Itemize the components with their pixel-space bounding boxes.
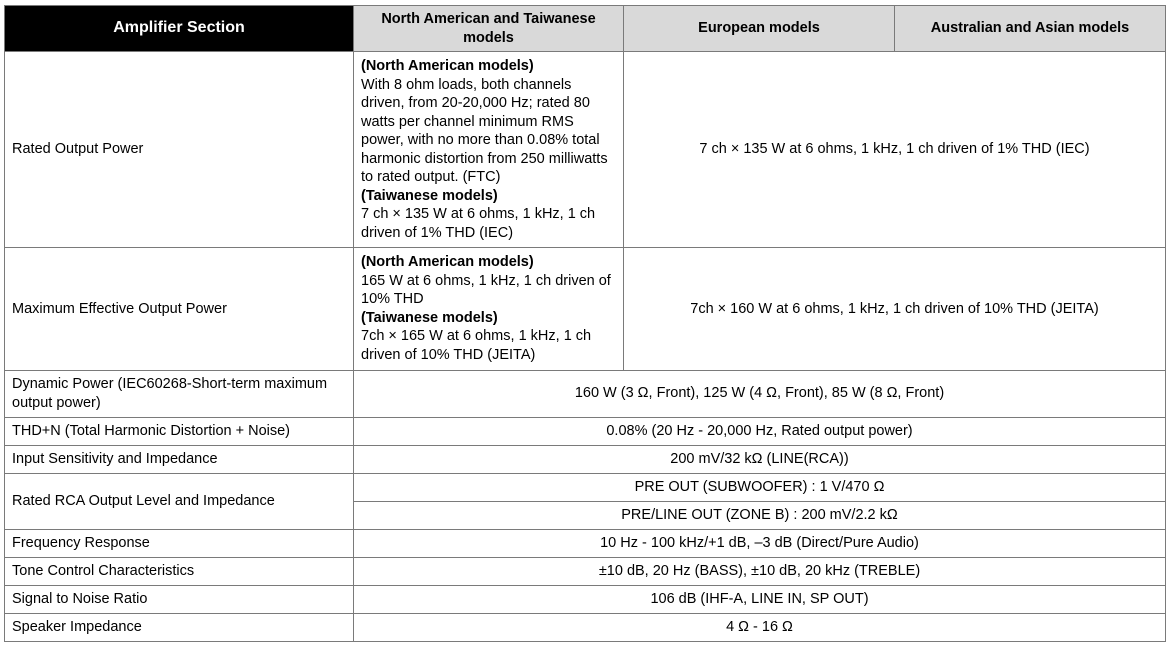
na-text: With 8 ohm loads, both channels driven, from 20-20,000 Hz; rated 80 watts per channel minimum RMS power, with no more than 0.08% total harmonic distortion from 250 milliwatts to rated output. (FTC) bbox=[361, 76, 608, 186]
row-value: PRE/LINE OUT (ZONE B) : 200 mV/2.2 kΩ bbox=[354, 501, 1166, 529]
na-heading: (North American models) bbox=[361, 58, 534, 75]
tw-heading: (Taiwanese models) bbox=[361, 187, 498, 204]
table-row bbox=[5, 585, 1166, 613]
row-label: Dynamic Power (IEC60268-Short-term maximum output power) bbox=[5, 370, 354, 417]
amplifier-spec-table bbox=[4, 5, 1166, 642]
header-row bbox=[5, 6, 1166, 52]
row-value: 200 mV/32 kΩ (LINE(RCA)) bbox=[354, 445, 1166, 473]
max-output-na-tw-cell bbox=[354, 248, 624, 370]
row-value: 0.08% (20 Hz - 20,000 Hz, Rated output power) bbox=[354, 417, 1166, 445]
row-label: Maximum Effective Output Power bbox=[5, 248, 354, 370]
row-value: 106 dB (IHF-A, LINE IN, SP OUT) bbox=[354, 585, 1166, 613]
col-header-au-asia: Australian and Asian models bbox=[895, 6, 1166, 52]
col-header-eu: European models bbox=[624, 6, 895, 52]
table-row bbox=[5, 52, 1166, 248]
section-header: Amplifier Section bbox=[5, 6, 354, 52]
row-value: 10 Hz - 100 kHz/+1 dB, –3 dB (Direct/Pure Audio) bbox=[354, 529, 1166, 557]
row-label: THD+N (Total Harmonic Distortion + Noise) bbox=[5, 417, 354, 445]
row-label: Speaker Impedance bbox=[5, 613, 354, 641]
row-value: PRE OUT (SUBWOOFER) : 1 V/470 Ω bbox=[354, 473, 1166, 501]
row-value: 4 Ω - 16 Ω bbox=[354, 613, 1166, 641]
row-value: 7ch × 160 W at 6 ohms, 1 kHz, 1 ch driven of 10% THD (JEITA) bbox=[624, 248, 1166, 370]
col-header-na-tw: North American and Taiwanese models bbox=[354, 6, 624, 52]
row-label: Rated RCA Output Level and Impedance bbox=[5, 473, 354, 529]
row-value: ±10 dB, 20 Hz (BASS), ±10 dB, 20 kHz (TREBLE) bbox=[354, 557, 1166, 585]
row-value: 7 ch × 135 W at 6 ohms, 1 kHz, 1 ch driven of 1% THD (IEC) bbox=[624, 52, 1166, 248]
row-label: Tone Control Characteristics bbox=[5, 557, 354, 585]
table-row bbox=[5, 473, 1166, 501]
row-label: Signal to Noise Ratio bbox=[5, 585, 354, 613]
rated-output-na-tw-cell bbox=[354, 52, 624, 248]
table-row bbox=[5, 417, 1166, 445]
row-label: Input Sensitivity and Impedance bbox=[5, 445, 354, 473]
row-value: 160 W (3 Ω, Front), 125 W (4 Ω, Front), 85 W (8 Ω, Front) bbox=[354, 370, 1166, 417]
table-row bbox=[5, 445, 1166, 473]
tw-heading: (Taiwanese models) bbox=[361, 309, 498, 326]
tw-text: 7 ch × 135 W at 6 ohms, 1 kHz, 1 ch driven of 1% THD (IEC) bbox=[361, 206, 596, 241]
row-label: Frequency Response bbox=[5, 529, 354, 557]
na-text: 165 W at 6 ohms, 1 kHz, 1 ch driven of 10% THD bbox=[361, 272, 611, 308]
table-row bbox=[5, 370, 1166, 417]
table-row bbox=[5, 613, 1166, 641]
tw-text: 7ch × 165 W at 6 ohms, 1 kHz, 1 ch driven of 10% THD (JEITA) bbox=[361, 328, 592, 363]
row-label: Rated Output Power bbox=[5, 52, 354, 248]
table-row bbox=[5, 557, 1166, 585]
table-row bbox=[5, 529, 1166, 557]
na-heading: (North American models) bbox=[361, 254, 534, 271]
table-row bbox=[5, 248, 1166, 370]
